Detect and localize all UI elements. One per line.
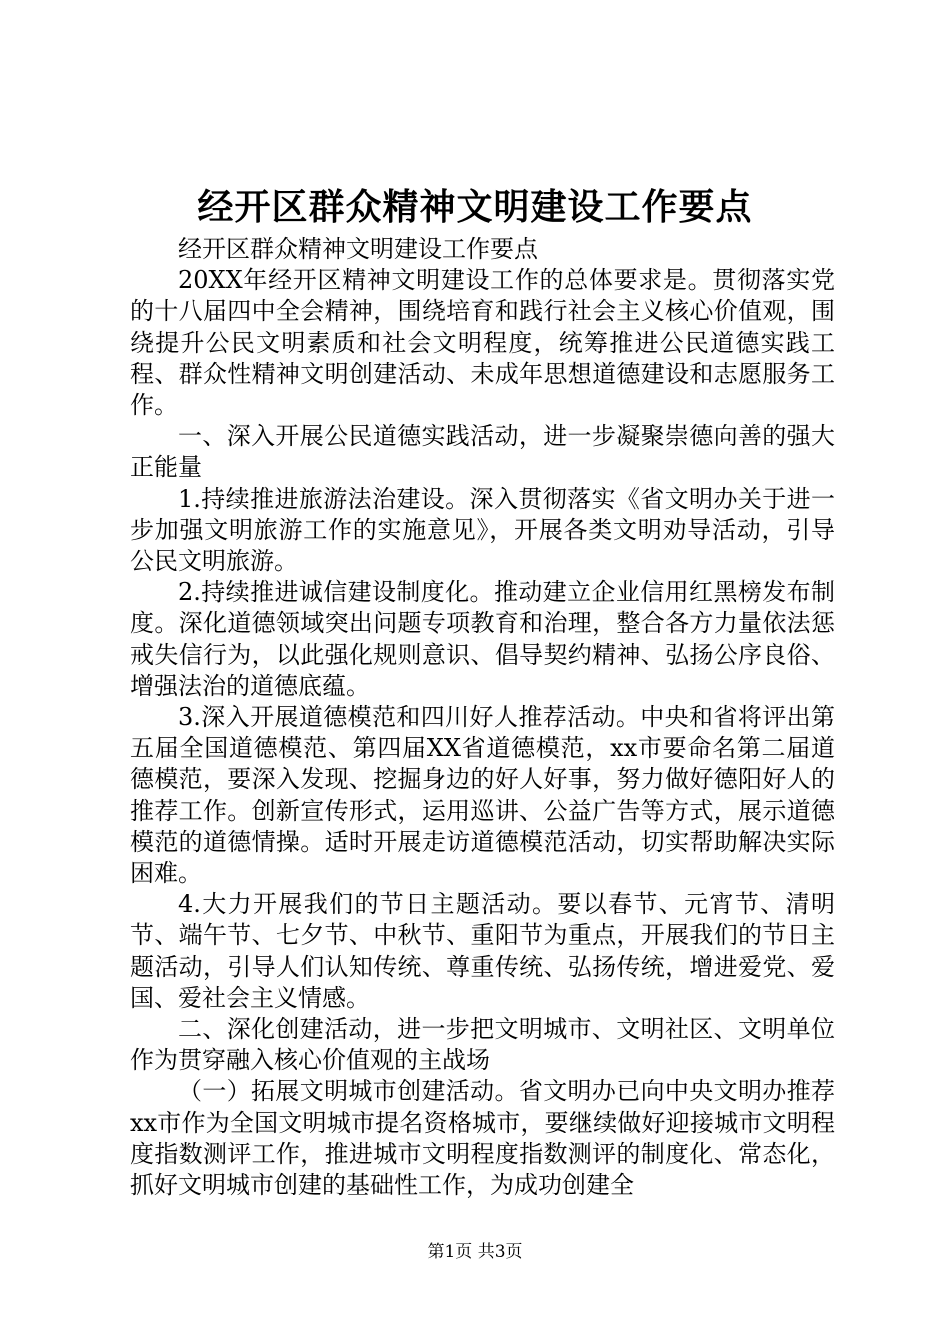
section-heading-2: 二、深化创建活动，进一步把文明城市、文明社区、文明单位作为贯穿融入核心价值观的主战场 <box>130 1015 835 1075</box>
paragraph-subtitle: 经开区群众精神文明建设工作要点 <box>178 235 538 263</box>
document-title: 经开区群众精神文明建设工作要点 <box>197 186 753 228</box>
paragraph-subitem-1: （一）拓展文明城市创建活动。省文明办已向中央文明办推荐xx市作为全国文明城市提名资格城市，要继续做好迎接城市文明程度指数测评工作，推进城市文明程度指数测评的制度化、常态化，抓好文明城市创建的基础性工作，为成功创建全 <box>130 1077 835 1200</box>
paragraph-general-requirement: 20XX年经开区精神文明建设工作的总体要求是。贯彻落实党的十八届四中全会精神，围绕培育和践行社会主义核心价值观，围绕提升公民文明素质和社会文明程度，统筹推进公民道德实践工程、群众性精神文明创建活动、未成年思想道德建设和志愿服务工作。 <box>130 266 835 420</box>
page-footer: 第1页 共3页 <box>427 1242 523 1262</box>
paragraph-item-4: 4.大力开展我们的节日主题活动。要以春节、元宵节、清明节、端午节、七夕节、中秋节、重阳节为重点，开展我们的节日主题活动，引导人们认知传统、尊重传统、弘扬传统，增进爱党、爱国、爱社会主义情感。 <box>130 890 835 1012</box>
paragraph-item-2: 2.持续推进诚信建设制度化。推动建立企业信用红黑榜发布制度。深化道德领域突出问题专项教育和治理，整合各方力量依法惩戒失信行为，以此强化规则意识、倡导契约精神、弘扬公序良俗、增强法治的道德底蕴。 <box>130 578 835 700</box>
section-heading-1: 一、深入开展公民道德实践活动，进一步凝聚崇德向善的强大正能量 <box>130 422 835 482</box>
paragraph-item-3: 3.深入开展道德模范和四川好人推荐活动。中央和省将评出第五届全国道德模范、第四届XX省道德模范，xx市要命名第二届道德模范，要深入发现、挖掘身边的好人好事，努力做好德阳好人的推荐工作。创新宣传形式，运用巡讲、公益广告等方式，展示道德模范的道德情操。适时开展走访道德模范活动，切实帮助解决实际困难。 <box>130 703 835 888</box>
paragraph-item-1: 1.持续推进旅游法治建设。深入贯彻落实《省文明办关于进一步加强文明旅游工作的实施意见》，开展各类文明劝导活动，引导公民文明旅游。 <box>130 484 835 576</box>
document-body <box>130 234 835 1201</box>
